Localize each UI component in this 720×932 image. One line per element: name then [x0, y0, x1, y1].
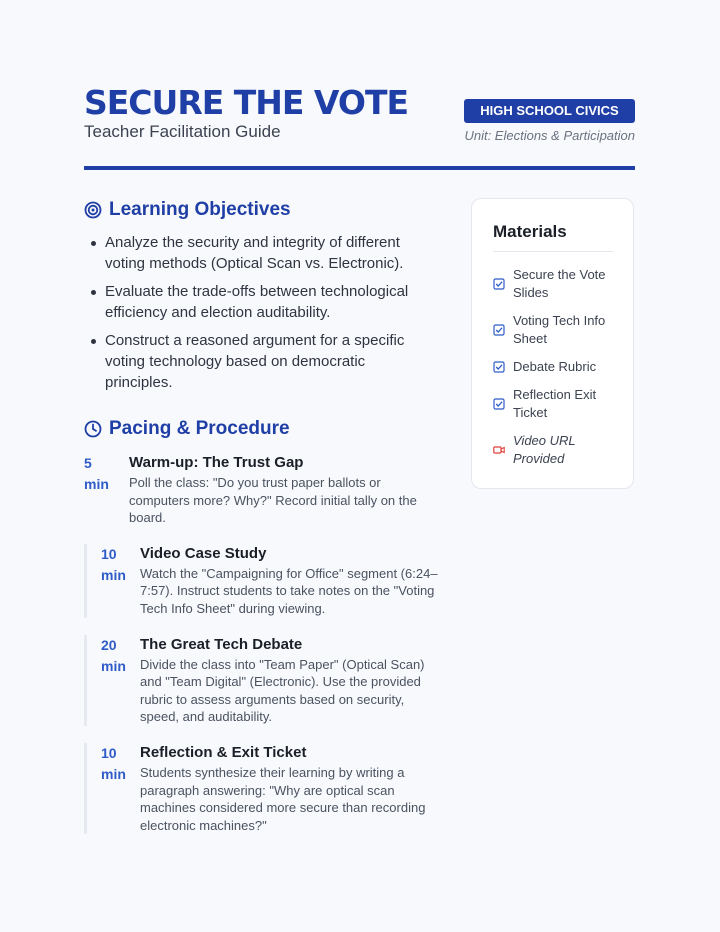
material-item: [493, 358, 613, 376]
procedure-heading-label: Pacing & Procedure: [109, 418, 290, 439]
list-item: [105, 330, 435, 393]
clock-icon: [84, 420, 102, 438]
material-label: Secure the Vote Slides: [513, 267, 606, 300]
materials-card: [471, 198, 634, 489]
objectives-heading: [84, 199, 291, 221]
step-title: The Great Tech Debate: [140, 635, 303, 653]
header-divider: [84, 166, 635, 170]
materials-divider: [493, 251, 613, 252]
objectives-heading-label: Learning Objectives: [109, 199, 291, 220]
bullet-icon: [91, 241, 96, 246]
step-title: Warm-up: The Trust Gap: [129, 454, 304, 471]
material-item: [493, 386, 613, 422]
material-item: [493, 312, 613, 348]
list-item: [105, 281, 435, 323]
checkbox-icon: [493, 278, 505, 290]
procedure-heading: [84, 418, 290, 440]
step-duration: [101, 635, 137, 677]
duration-value: 20: [101, 636, 117, 653]
duration-unit: min: [101, 657, 126, 674]
step-duration: [101, 743, 137, 785]
step-duration: [84, 453, 120, 495]
bullet-icon: [91, 339, 96, 344]
material-label: Debate Rubric: [513, 359, 597, 374]
target-icon: [84, 201, 102, 219]
material-item: [493, 266, 613, 302]
material-label: Voting Tech Info Sheet: [513, 313, 606, 346]
step-body: [140, 743, 444, 834]
step-body: [140, 544, 444, 618]
step-title: Video Case Study: [140, 544, 267, 562]
procedure-step: [84, 635, 444, 726]
materials-heading: Materials: [493, 222, 567, 241]
step-body: [140, 635, 444, 726]
material-label: Reflection Exit Ticket: [513, 387, 597, 420]
unit-label: Unit: Elections & Participation: [464, 128, 635, 143]
step-description: Divide the class into "Team Paper" (Optical Scan) and "Team Digital" (Electronic). Use the provided rubric to assess arguments based on security, speed, and auditability.: [140, 656, 425, 725]
bullet-icon: [91, 290, 96, 295]
material-label: Video URL Provided: [513, 433, 576, 466]
step-title: Reflection & Exit Ticket: [140, 743, 307, 761]
checkbox-icon: [493, 361, 505, 373]
page-title: SECURE THE VOTE: [84, 83, 408, 122]
duration-unit: min: [101, 765, 126, 782]
list-item: [105, 232, 435, 274]
checkbox-icon: [493, 398, 505, 410]
step-description: Poll the class: "Do you trust paper ballots or computers more? Why?" Record initial tally on the board.: [129, 475, 417, 526]
grade-level-badge: HIGH SCHOOL CIVICS: [464, 99, 635, 123]
duration-value: 10: [101, 545, 117, 562]
duration-unit: min: [101, 566, 126, 583]
duration-value: 5: [84, 455, 92, 471]
step-duration: [101, 544, 137, 586]
procedure-timeline: [84, 453, 444, 834]
objective-text: Evaluate the trade-offs between technological efficiency and election auditability.: [105, 283, 409, 321]
duration-unit: min: [84, 476, 109, 492]
checkbox-icon: [493, 324, 505, 336]
step-body: [129, 453, 444, 527]
step-description: Students synthesize their learning by writing a paragraph answering: "Why are optical scan machines considered more secure than recording electronic machines?": [140, 764, 426, 833]
duration-value: 10: [101, 744, 117, 761]
step-description: Watch the "Campaigning for Office" segment (6:24–7:57). Instruct students to take notes on the "Voting Tech Info Sheet" during viewing.: [140, 565, 438, 616]
objectives-list: [105, 232, 435, 400]
video-icon: [493, 444, 505, 456]
procedure-step: [84, 453, 444, 527]
procedure-step: [84, 743, 444, 834]
objective-text: Analyze the security and integrity of different voting methods (Optical Scan vs. Electronic).: [105, 234, 404, 272]
material-item: [493, 432, 613, 468]
procedure-step: [84, 544, 444, 618]
objective-text: Construct a reasoned argument for a specific voting technology based on democratic principles.: [105, 332, 405, 391]
page-subtitle: Teacher Facilitation Guide: [84, 122, 281, 141]
